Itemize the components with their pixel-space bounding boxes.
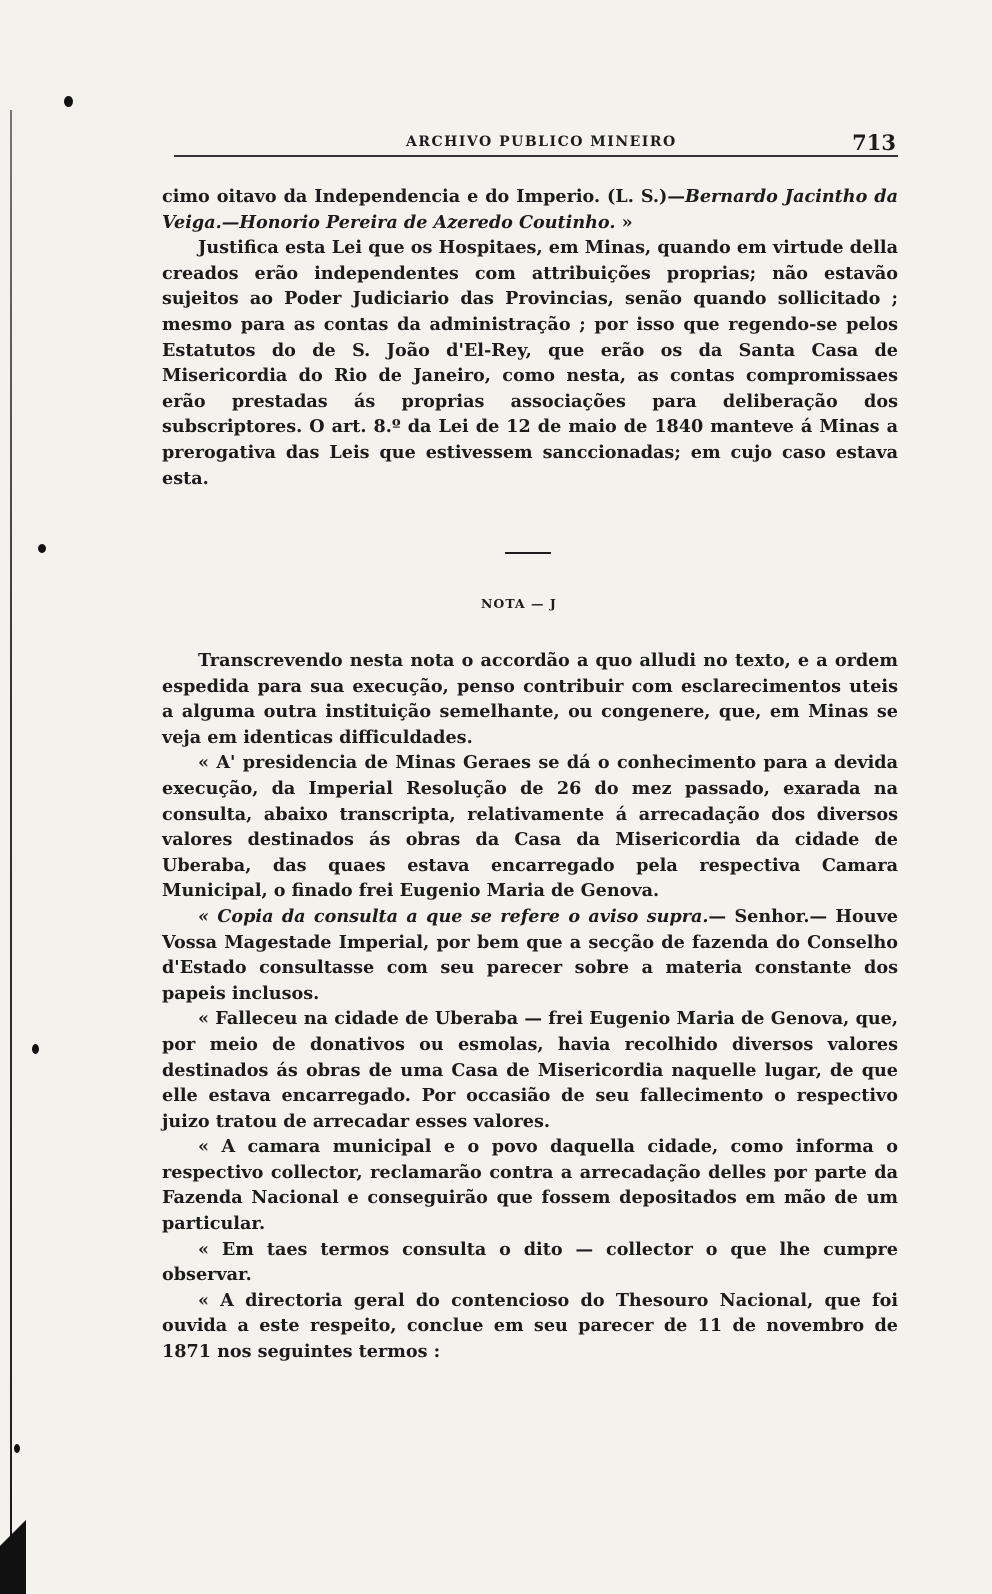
intro-text-block (162, 184, 898, 491)
note-paragraph: Transcrevendo nesta nota o accordão a quo alludi no texto, e a ordem espedida para sua execução, penso contribuir com esclarecimentos uteis a alguma outra instituição semelhante, ou congenere, que, em Minas se veja em identicas difficuldades. (162, 650, 898, 748)
note-paragraph: « A' presidencia de Minas Geraes se dá o conhecimento para a devida execução, da Imperial Resolução de 26 do mez passado, exarada na consulta, abaixo transcripta, relativamente á arrecadação dos diversos valores destinados ás obras da Casa da Misericordia da cidade de Uberaba, das quaes estava encarregado pela respectiva Camara Municipal, o finado frei Eugenio Maria de Genova. (162, 752, 898, 902)
note-paragraph: « A camara municipal e o povo daquella cidade, como informa o respectivo collector, reclamarão contra a arrecadação delles por parte da Fazenda Nacional e conseguirão que fossem depositados em mão de um particular. (162, 1136, 898, 1235)
consulta-paragraph (162, 904, 898, 1006)
note-text-block (162, 648, 898, 1365)
scan-speck (38, 544, 46, 553)
justification-paragraph: Justifica esta Lei que os Hospitaes, em Minas, quando em virtude della creados erão independentes com attribuições proprias; não estavão sujeitos ao Poder Judiciario das Provincias, senão quando sollicitado ; mesmo para as contas da administração ; por isso que regendo-se pelos Estatutos do de S. João d'El-Rey, que erão os da Santa Casa de Misericordia do Rio de Janeiro, como nesta, as contas compromissaes erão prestadas ás proprias associações para deliberação dos subscriptores. O art. 8.º da Lei de 12 de maio de 1840 manteve á Minas a prerogativa das Leis que estivessem sanccionadas; em cujo caso estava esta. (162, 237, 898, 489)
scan-corner-shadow (0, 1484, 26, 1594)
intro-quote-close: » (615, 211, 633, 233)
scan-binding-edge (10, 110, 12, 1594)
consulta-title: « Copia da consulta a que se refere o aviso supra. (198, 905, 709, 927)
note-paragraph: « Em taes termos consulta o dito — collector o que lhe cumpre observar. (162, 1238, 898, 1286)
intro-signatures: Bernardo Jacintho da Veiga.—Honorio Pereira de Azeredo Coutinho. (162, 186, 898, 233)
scan-speck (14, 1444, 20, 1453)
intro-paragraph (162, 184, 898, 235)
note-paragraph: « Falleceu na cidade de Uberaba — frei Eugenio Maria de Genova, que, por meio de donativos ou esmolas, havia recolhido diversos valores destinados ás obras de uma Casa de Misericordia naquelle lugar, de que elle estava encarregado. Por occasião de seu fallecimento o respectivo juizo tratou de arrecadar esses valores. (162, 1008, 898, 1132)
intro-text: cimo oitavo da Independencia e do Imperio. (L. S.)— (162, 186, 685, 207)
note-paragraph: « A directoria geral do contencioso do Thesouro Nacional, que foi ouvida a este respeito, conclue em seu parecer de 11 de novembro de 1871 nos seguintes termos : (162, 1289, 898, 1363)
consulta-text: — Senhor.— Houve Vossa Magestade Imperial, por bem que a secção de fazenda do Conselho d'Estado consultasse com seu parecer sobre a materia constante dos papeis inclusos. (162, 905, 898, 1004)
page-number: 713 (852, 130, 896, 155)
note-heading: NOTA — J (481, 596, 557, 611)
section-divider (505, 552, 551, 554)
scan-speck (64, 96, 73, 107)
running-title: ARCHIVO PUBLICO MINEIRO (406, 134, 677, 150)
scan-speck (32, 1044, 39, 1054)
header-rule (174, 155, 898, 157)
